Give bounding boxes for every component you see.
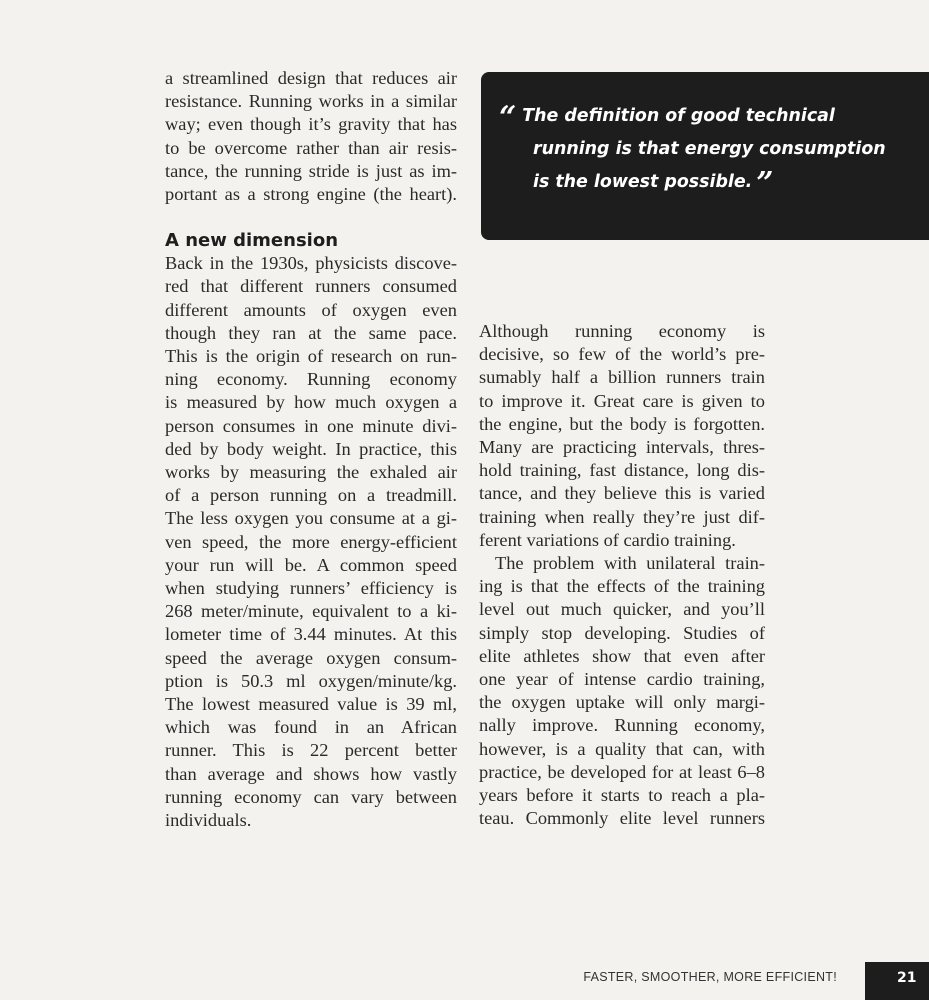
- text-line: level out much quicker, and you’ll: [479, 599, 765, 620]
- text-line: resistance. Running works in a similar: [165, 91, 457, 112]
- quote-text: The definition of good technical: [522, 106, 835, 126]
- quote-line: running is that energy consumption: [533, 139, 886, 159]
- right-column: [479, 320, 765, 830]
- text-line: teau. Commonly elite level runners: [479, 808, 765, 829]
- text-line: The less oxygen you consume at a gi-: [165, 508, 457, 529]
- text-line: Back in the 1930s, physicists discove-: [165, 253, 457, 274]
- text-line: your run will be. A common speed: [165, 554, 457, 575]
- text-line: is measured by how much oxygen a: [165, 392, 457, 413]
- quote-text: is the lowest possible.: [533, 172, 753, 192]
- text-line: practice, be developed for at least 6–8: [479, 761, 765, 782]
- text-line: person consumes in one minute divi-: [165, 415, 457, 436]
- running-footer-title: FASTER, SMOOTHER, MORE EFFICIENT!: [583, 970, 837, 984]
- close-quote-mark: ”: [756, 166, 774, 201]
- text-line: works by measuring the exhaled air: [165, 462, 457, 483]
- text-line: to improve it. Great care is given to: [479, 390, 765, 411]
- text-line: Although running economy is: [479, 321, 765, 341]
- text-line: The problem with unilateral train-: [495, 553, 765, 574]
- text-line: hold training, fast distance, long dis-: [479, 460, 765, 481]
- text-line: simply stop developing. Studies of: [479, 622, 765, 643]
- text-line: the engine, but the body is forgotten.: [479, 413, 765, 434]
- text-line: ing is that the effects of the training: [479, 576, 765, 597]
- text-line: ption is 50.3 ml oxygen/minute/kg.: [165, 670, 457, 691]
- text-line: of a person running on a treadmill.: [165, 485, 457, 506]
- text-line: ferent variations of cardio training.: [479, 529, 736, 550]
- text-line: however, is a quality that can, with: [479, 738, 765, 759]
- page-number: 21: [865, 962, 929, 1000]
- pull-quote-box: [481, 72, 929, 240]
- text-line: a streamlined design that reduces air: [165, 68, 457, 88]
- text-line: This is the origin of research on run-: [165, 346, 457, 367]
- text-line: years before it starts to reach a pla-: [479, 785, 765, 806]
- quote-line: [499, 100, 921, 135]
- text-line: lometer time of 3.44 minutes. At this: [165, 624, 457, 645]
- intro-paragraph: [165, 67, 457, 206]
- text-line: portant as a strong engine (the heart).: [165, 184, 457, 205]
- quote-line: [533, 166, 921, 199]
- text-line: ning economy. Running economy: [165, 369, 457, 390]
- body-paragraph: [479, 552, 765, 830]
- text-line: when studying runners’ efficiency is: [165, 578, 457, 599]
- text-line: Many are practicing intervals, thres-: [479, 437, 765, 458]
- body-paragraph: [165, 252, 457, 832]
- text-line: runner. This is 22 percent better: [165, 740, 457, 761]
- text-line: which was found in an African: [165, 717, 457, 738]
- body-paragraph: [479, 320, 765, 552]
- text-line: ded by body weight. In practice, this: [165, 438, 457, 459]
- text-line: though they ran at the same pace.: [165, 322, 457, 343]
- text-line: nally improve. Running economy,: [479, 715, 765, 736]
- text-line: speed the average oxygen consum-: [165, 647, 457, 668]
- text-line: way; even though it’s gravity that has: [165, 114, 457, 135]
- text-line: running economy can vary between: [165, 786, 457, 807]
- text-line: than average and shows how vastly: [165, 763, 457, 784]
- text-line: tance, and they believe this is varied: [479, 483, 765, 504]
- text-line: red that different runners consumed: [165, 276, 457, 297]
- text-line: different amounts of oxygen even: [165, 299, 457, 320]
- text-line: one year of intense cardio training,: [479, 669, 765, 690]
- text-line: ven speed, the more energy-efficient: [165, 531, 457, 552]
- text-line: training when really they’re just dif-: [479, 506, 765, 527]
- text-line: to be overcome rather than air resis-: [165, 137, 457, 158]
- text-line: The lowest measured value is 39 ml,: [165, 694, 457, 715]
- text-line: decisive, so few of the world’s pre-: [479, 344, 765, 365]
- section-heading: A new dimension: [165, 230, 339, 252]
- text-line: tance, the running stride is just as im-: [165, 160, 457, 181]
- open-quote-mark: “: [499, 100, 517, 135]
- text-line: 268 meter/minute, equivalent to a ki-: [165, 601, 457, 622]
- left-column: [165, 67, 457, 832]
- text-line: the oxygen uptake will only margi-: [479, 692, 765, 713]
- text-line: individuals.: [165, 810, 252, 831]
- text-line: elite athletes show that even after: [479, 645, 765, 666]
- text-line: sumably half a billion runners train: [479, 367, 765, 388]
